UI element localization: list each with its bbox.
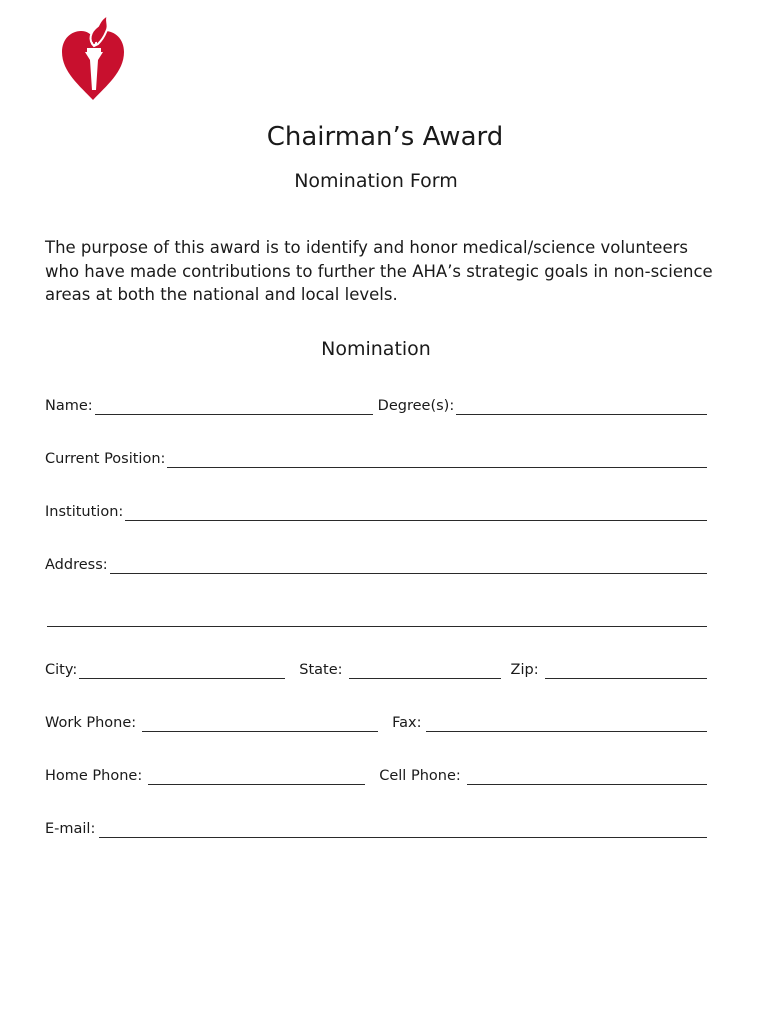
row-address	[45, 552, 707, 574]
zip-label: Zip:	[510, 662, 539, 678]
section-heading-nomination: Nomination	[321, 338, 431, 360]
row-email	[45, 816, 707, 838]
address-line2-field[interactable]	[47, 608, 707, 627]
city-label: City:	[45, 662, 78, 678]
row-institution	[45, 499, 707, 521]
cell-phone-label: Cell Phone:	[379, 768, 461, 784]
home-phone-field[interactable]	[148, 766, 365, 785]
row-name-degrees	[45, 393, 707, 415]
degrees-label: Degree(s):	[377, 398, 455, 414]
row-address-line2	[45, 605, 707, 627]
city-field[interactable]	[79, 660, 285, 679]
zip-field[interactable]	[545, 660, 707, 679]
page-subtitle: Nomination Form	[294, 170, 458, 192]
email-field[interactable]	[99, 819, 707, 838]
aha-logo-icon	[58, 12, 128, 104]
state-label: State:	[299, 662, 343, 678]
home-phone-label: Home Phone:	[45, 768, 143, 784]
current-position-label: Current Position:	[45, 451, 166, 467]
row-work-phone-fax	[45, 710, 707, 732]
state-field[interactable]	[349, 660, 501, 679]
row-city-state-zip	[45, 657, 707, 679]
work-phone-label: Work Phone:	[45, 715, 137, 731]
fax-field[interactable]	[426, 713, 707, 732]
page-title: Chairman’s Award	[266, 122, 504, 152]
institution-field[interactable]	[125, 502, 707, 521]
fax-label: Fax:	[392, 715, 422, 731]
degrees-field[interactable]	[456, 396, 707, 415]
address-label: Address:	[45, 557, 108, 573]
cell-phone-field[interactable]	[467, 766, 707, 785]
name-label: Name:	[45, 398, 93, 414]
current-position-field[interactable]	[167, 449, 707, 468]
purpose-paragraph: The purpose of this award is to identify and honor medical/science volunteers who have made contributions to further the AHA’s strategic goals in non-science areas at both the national and local levels.	[45, 238, 713, 304]
name-field[interactable]	[95, 396, 373, 415]
row-home-cell-phone	[45, 763, 707, 785]
row-current-position	[45, 446, 707, 468]
email-label: E-mail:	[45, 821, 96, 837]
institution-label: Institution:	[45, 504, 124, 520]
work-phone-field[interactable]	[142, 713, 378, 732]
address-field[interactable]	[110, 555, 707, 574]
